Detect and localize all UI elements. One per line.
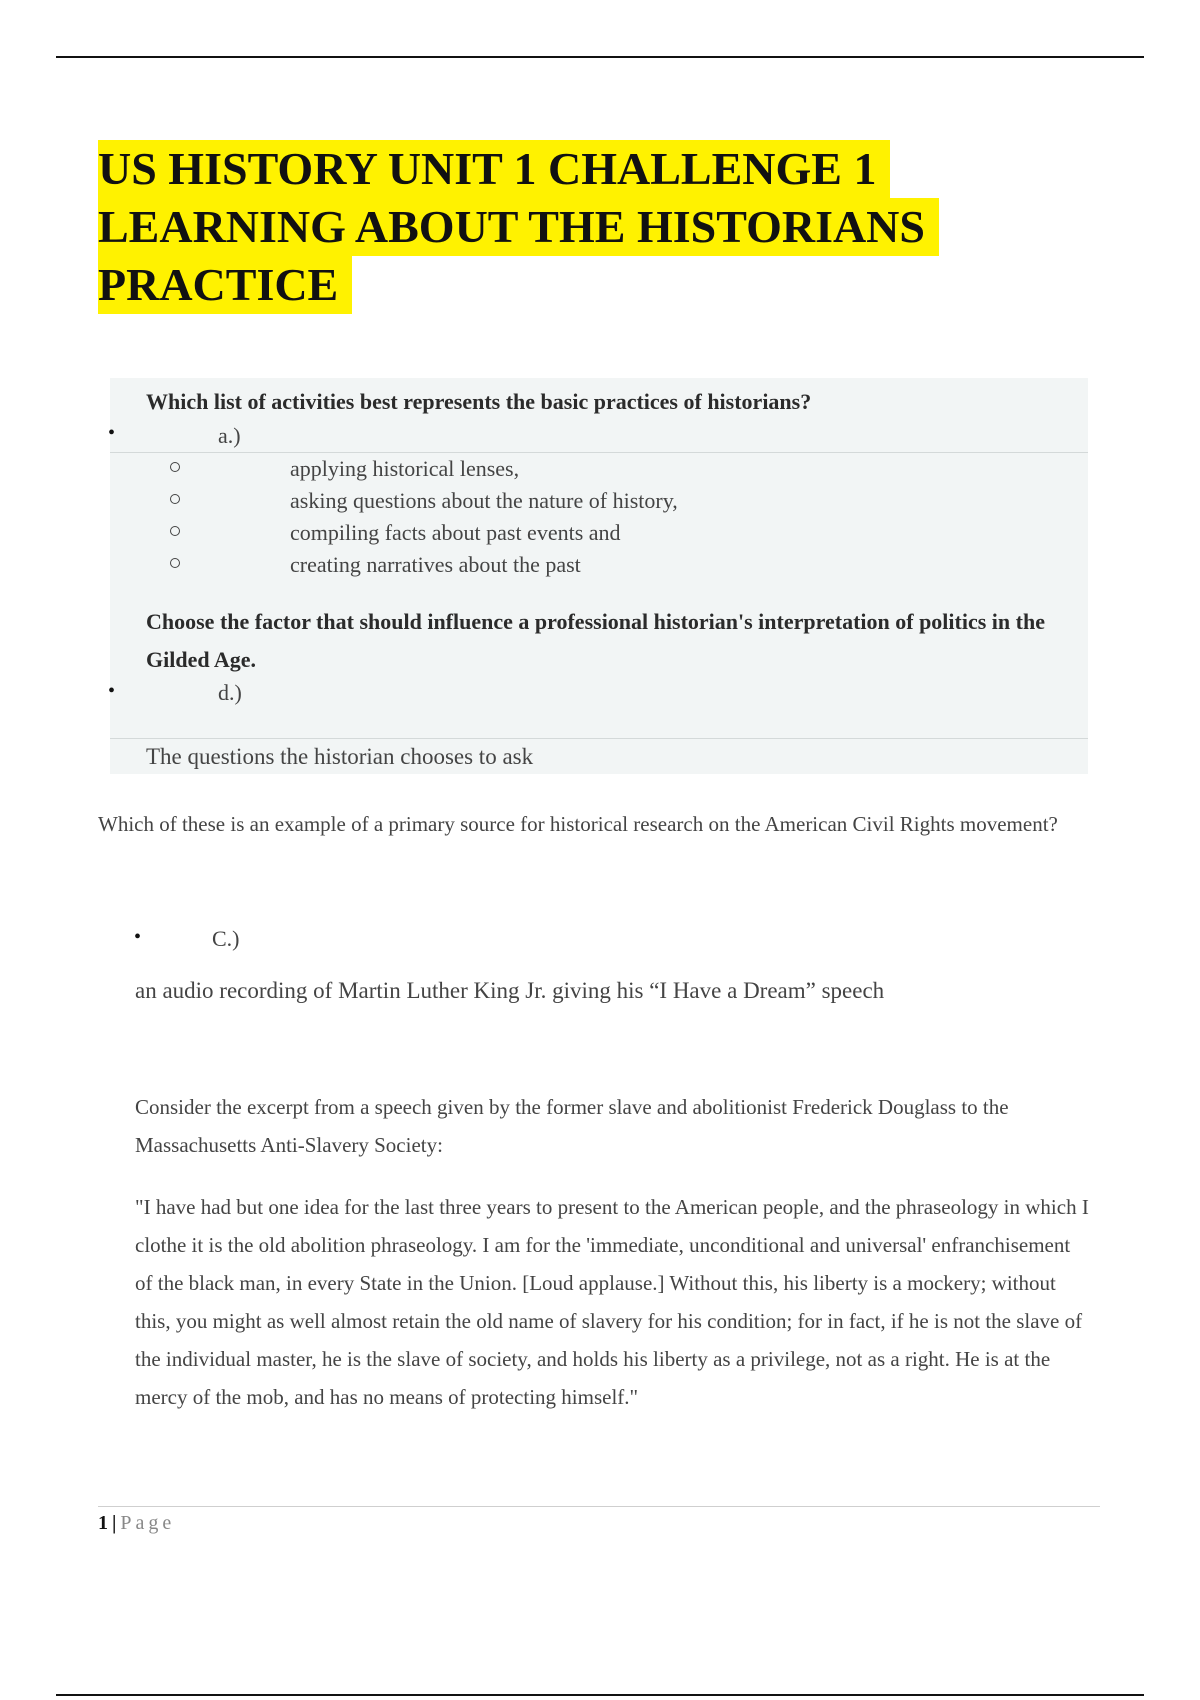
top-rule (56, 56, 1144, 58)
footer-separator: | (112, 1512, 117, 1534)
bullet: • (108, 680, 116, 702)
q2-answer: The questions the historian chooses to ask (146, 744, 534, 769)
question-2-text: Choose the factor that should influence a professional historian's interpretation of politics in the Gilded Age. (146, 609, 1045, 672)
circle-bullet-icon (170, 462, 180, 472)
bullet: • (108, 422, 116, 444)
panel-divider (110, 452, 1088, 453)
question-panel (110, 378, 1088, 774)
bullet: • (134, 926, 142, 948)
q3-option-label: C.) (212, 926, 240, 951)
footer-rule (98, 1506, 1100, 1507)
q3-answer: an audio recording of Martin Luther King Jr. giving his “I Have a Dream” speech (135, 978, 885, 1003)
circle-bullet-icon (170, 494, 180, 504)
circle-bullet-icon (170, 526, 180, 536)
circle-bullet-icon (170, 558, 180, 568)
q1-option-label: a.) (218, 423, 241, 448)
title-line-3: PRACTICE (98, 256, 352, 314)
document-title (98, 140, 1098, 314)
q2-option-label: d.) (218, 680, 242, 705)
title-line-2: LEARNING ABOUT THE HISTORIANS (98, 198, 939, 256)
douglass-quote: "I have had but one idea for the last three years to present to the American people, and the phraseology in which I clothe it is the old abolition phraseology. I am for the 'immediate, unconditional and universal' enfranchisement of the black man, in every State in the Union. [Loud applause.] Without this, his liberty is a mockery; without this, you might as well almost retain the old name of slavery for his condition; for in fact, if he is not the slave of the individual master, he is the slave of society, and holds his liberty as a privilege, not as a right. He is at the mercy of the mob, and has no means of protecting himself." (135, 1195, 1089, 1409)
page-number: 1 (98, 1512, 108, 1534)
bottom-rule (56, 1694, 1144, 1696)
title-line-1: US HISTORY UNIT 1 CHALLENGE 1 (98, 140, 890, 198)
page-label: Page (120, 1512, 176, 1534)
question-1-text: Which list of activities best represents the basic practices of historians? (146, 389, 812, 414)
question-4-intro: Consider the excerpt from a speech given by the former slave and abolitionist Frederick Douglass to the Massachusetts Anti-Slavery Society: (135, 1095, 1009, 1157)
panel-divider (110, 738, 1088, 739)
question-3-text: Which of these is an example of a primary source for historical research on the American Civil Rights movement? (98, 812, 1058, 836)
page-footer (98, 1512, 175, 1535)
